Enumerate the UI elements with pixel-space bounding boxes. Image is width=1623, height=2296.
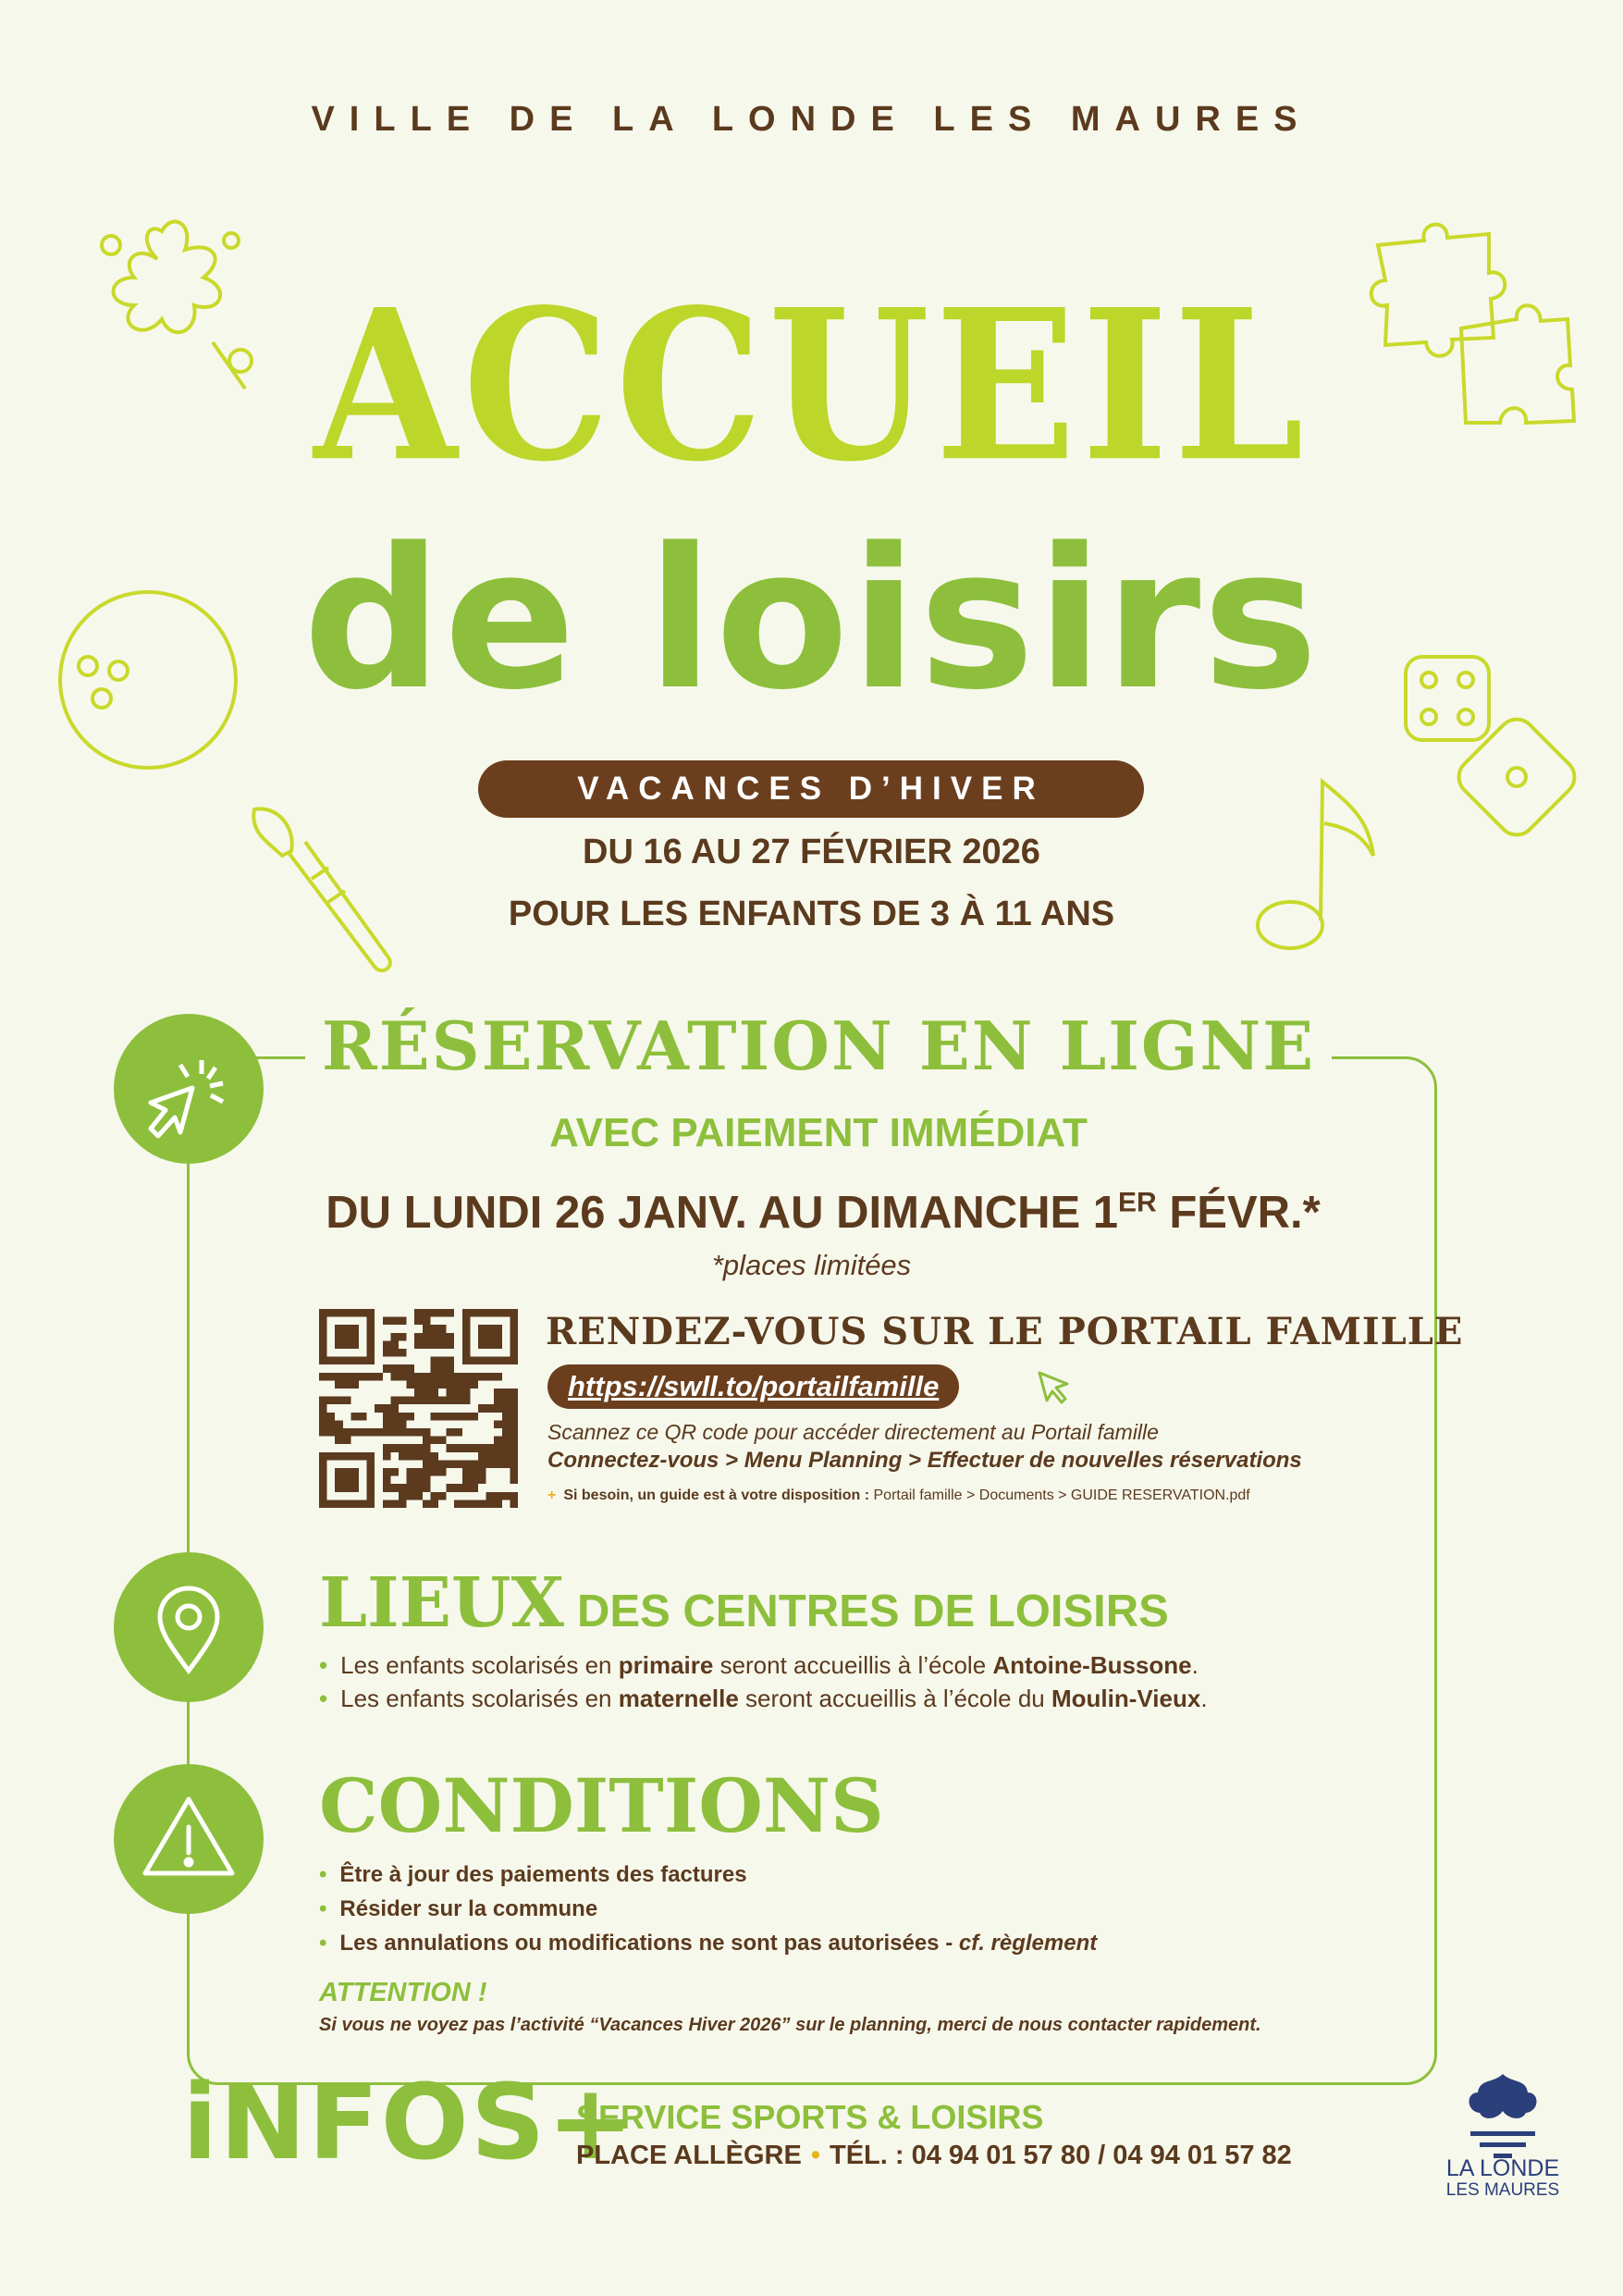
town-logo-text: LA LONDE LES MAURES — [1445, 2155, 1560, 2200]
guide-note: + Si besoin, un guide est à votre disposition : Portail famille > Documents > GUIDE RESERVATION.pdf — [547, 1487, 1250, 1503]
conditions-circle — [114, 1764, 264, 1914]
list-item: • Résider sur la commune — [319, 1892, 1097, 1926]
lieux-title: LIEUX DES CENTRES DE LOISIRS — [319, 1563, 1169, 1643]
portal-link[interactable]: https://swll.to/portailfamille — [547, 1364, 959, 1409]
town-logo-icon — [1443, 2065, 1563, 2166]
cursor-click-icon — [114, 1014, 264, 1164]
conditions-title: CONDITIONS — [319, 1762, 884, 1849]
contact-line: PLACE ALLÈGRE • TÉL. : 04 94 01 57 80 / 04 94 01 57 82 — [576, 2141, 1292, 2170]
reservation-circle — [114, 1014, 264, 1164]
attention-text: Si vous ne voyez pas l’activité “Vacances Hiver 2026” sur le planning, merci de nous contacter rapidement. — [319, 2015, 1261, 2035]
connect-instructions: Connectez-vous > Menu Planning > Effectuer de nouvelles réservations — [547, 1448, 1302, 1473]
portal-title: RENDEZ-VOUS SUR LE PORTAIL FAMILLE — [546, 1310, 1464, 1353]
list-item: • Les enfants scolarisés en primaire seront accueillis à l’école Antoine-Bussone. — [319, 1648, 1208, 1682]
reservation-dates: DU LUNDI 26 JANV. AU DIMANCHE 1ER FÉVR.* — [326, 1187, 1321, 1238]
list-item: • Les annulations ou modifications ne sont pas autorisées - cf. règlement — [319, 1926, 1097, 1960]
service-name: SERVICE SPORTS & LOISIRS — [576, 2098, 1044, 2136]
attention-title: ATTENTION ! — [319, 1978, 487, 2007]
lieux-circle — [114, 1552, 264, 1702]
qr-code[interactable] — [319, 1309, 518, 1508]
reservation-title: RÉSERVATION EN LIGNE — [305, 1006, 1332, 1085]
paintbrush-icon — [236, 791, 412, 985]
scan-instructions: Scannez ce QR code pour accéder directement au Portail famille — [547, 1420, 1159, 1444]
title-accueil: ACCUEIL — [314, 264, 1309, 509]
reservation-subtitle: AVEC PAIEMENT IMMÉDIAT — [549, 1110, 1088, 1155]
list-item: • Les enfants scolarisés en maternelle seront accueillis à l’école du Moulin-Vieux. — [319, 1682, 1208, 1715]
cursor-icon — [1034, 1367, 1075, 1408]
season-badge: VACANCES D’HIVER — [478, 760, 1144, 818]
conditions-list — [319, 1858, 1097, 1960]
city-header: VILLE DE LA LONDE LES MAURES — [311, 100, 1312, 139]
places-note: *places limitées — [711, 1249, 912, 1281]
holiday-dates: DU 16 AU 27 FÉVRIER 2026 — [583, 833, 1040, 871]
infos-logo: iNFOS+ — [182, 2063, 636, 2183]
title-de-loisirs: de loisirs — [302, 506, 1321, 733]
age-range: POUR LES ENFANTS DE 3 À 11 ANS — [508, 895, 1115, 933]
lieux-list — [319, 1648, 1208, 1715]
warning-icon — [114, 1764, 264, 1914]
location-pin-icon — [114, 1552, 264, 1702]
list-item: • Être à jour des paiements des factures — [319, 1858, 1097, 1892]
